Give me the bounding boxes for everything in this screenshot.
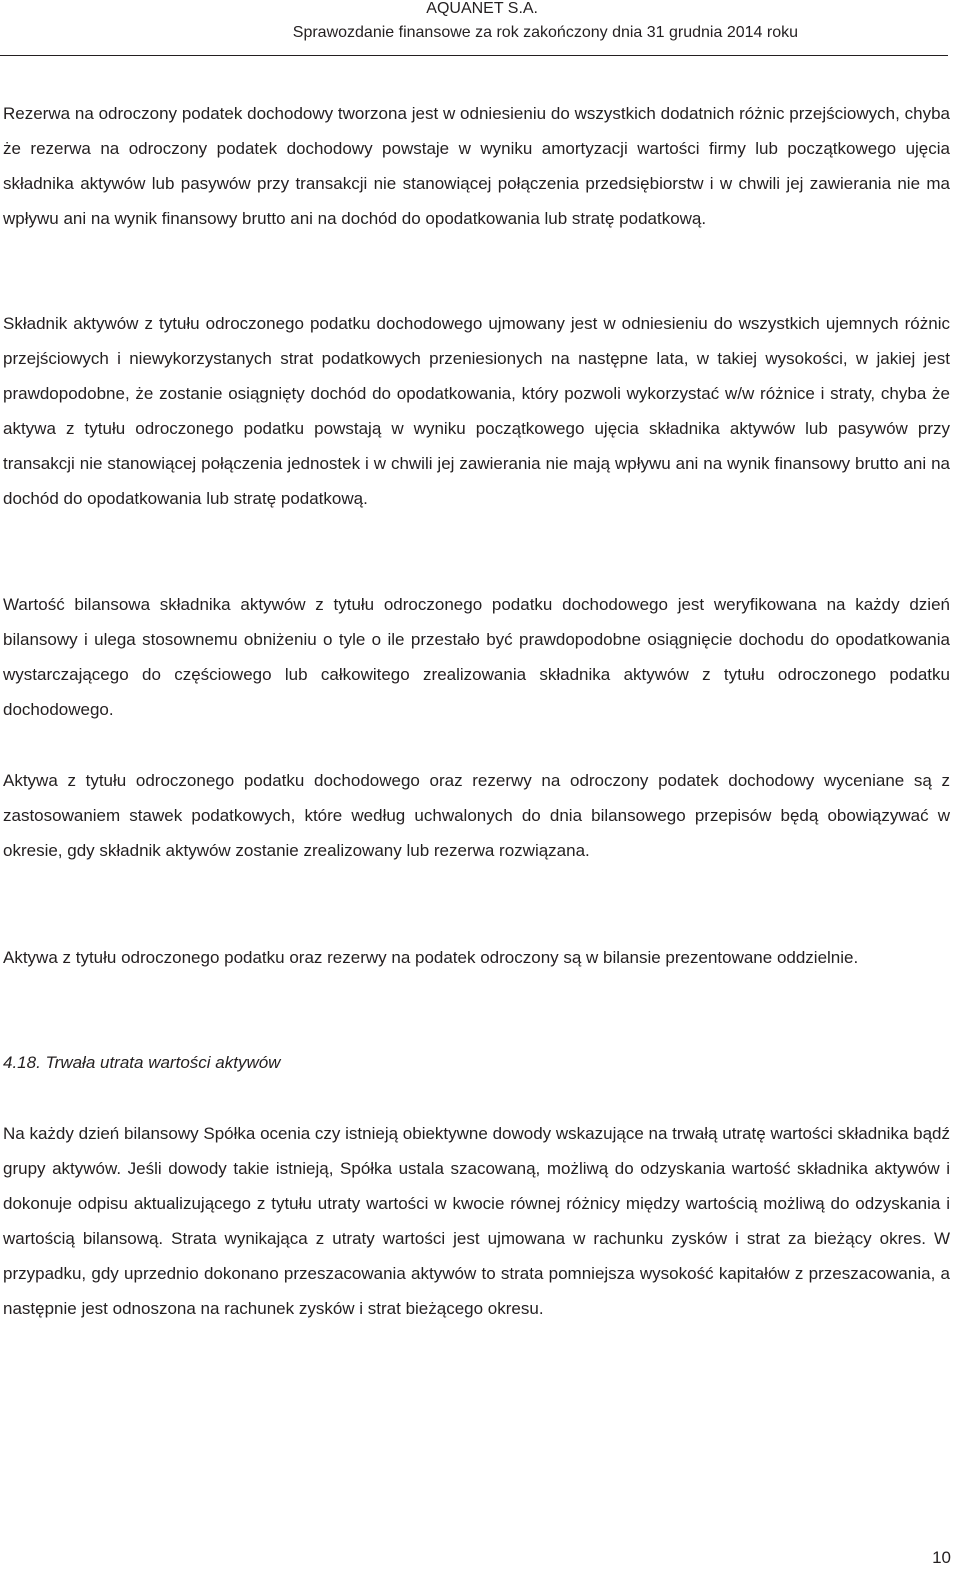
paragraph-tax-rates: Aktywa z tytułu odroczonego podatku dochodowego oraz rezerwy na odroczony podatek dochodowy wyceniane są z zastosowaniem stawek podatkowych, które według uchwalonych do dnia bilansowego przepisów będą obowiązywać w okresie, gdy składnik aktywów zostanie zrealizowany lub rezerwa rozwiązana. xyxy=(3,771,950,860)
company-name: AQUANET S.A. xyxy=(426,0,538,17)
paragraph-carrying-amount-review: Wartość bilansowa składnika aktywów z tytułu odroczonego podatku dochodowego jest weryfikowana na każdy dzień bilansowy i ulega stosownemu obniżeniu o tyle o ile przestało być prawdopodobne osiągnięcie dochodu do opodatkowania wystarczającego do częściowego lub całkowitego zrealizowania składnika aktywów z tytułu odroczonego podatku dochodowego. xyxy=(3,595,950,719)
page-number: 10 xyxy=(932,1548,951,1567)
page-header xyxy=(0,0,948,56)
section-heading-impairment: 4.18. Trwała utrata wartości aktywów xyxy=(3,1053,281,1072)
paragraph-deferred-tax-asset: Składnik aktywów z tytułu odroczonego podatku dochodowego ujmowany jest w odniesieniu do wszystkich ujemnych różnic przejściowych i niewykorzystanych strat podatkowych przeniesionych na następne lata, w takiej wysokości, w jakiej jest prawdopodobne, że zostanie osiągnięty dochód do opodatkowania, który pozwoli wykorzystać w/w różnice i straty, chyba że aktywa z tytułu odroczonego podatku powstają w wyniku początkowego ujęcia składnika aktywów lub pasywów przy transakcji nie stanowiącej połączenia jednostek i w chwili jej zawierania nie mają wpływu ani na wynik finansowy brutto ani na dochód do opodatkowania lub stratę podatkową. xyxy=(3,314,950,508)
paragraph-separate-presentation: Aktywa z tytułu odroczonego podatku oraz rezerwy na podatek odroczony są w bilansie prezentowane oddzielnie. xyxy=(3,948,859,967)
report-title: Sprawozdanie finansowe za rok zakończony dnia 31 grudnia 2014 roku xyxy=(292,24,798,41)
paragraph-impairment: Na każdy dzień bilansowy Spółka ocenia czy istnieją obiektywne dowody wskazujące na trwałą utratę wartości składnika bądź grupy aktywów. Jeśli dowody takie istnieją, Spółka ustala szacowaną, możliwą do odzyskania wartość składnika aktywów i dokonuje odpisu aktualizującego z tytułu utraty wartości w kwocie równej różnicy między wartością możliwą do odzyskania i wartością bilansową. Strata wynikająca z utraty wartości jest ujmowana w rachunku zysków i strat za bieżący okres. W przypadku, gdy uprzednio dokonano przeszacowania aktywów to strata pomniejsza wysokość kapitałów z przeszacowania, a następnie jest odnoszona na rachunek zysków i strat bieżącego okresu. xyxy=(3,1124,950,1318)
paragraph-deferred-tax-provision: Rezerwa na odroczony podatek dochodowy tworzona jest w odniesieniu do wszystkich dodatnich różnic przejściowych, chyba że rezerwa na odroczony podatek dochodowy powstaje w wyniku amortyzacji wartości firmy lub początkowego ujęcia składnika aktywów lub pasywów przy transakcji nie stanowiącej połączenia przedsiębiorstw i w chwili jej zawierania nie ma wpływu ani na wynik finansowy brutto ani na dochód do opodatkowania lub stratę podatkową. xyxy=(3,104,950,228)
